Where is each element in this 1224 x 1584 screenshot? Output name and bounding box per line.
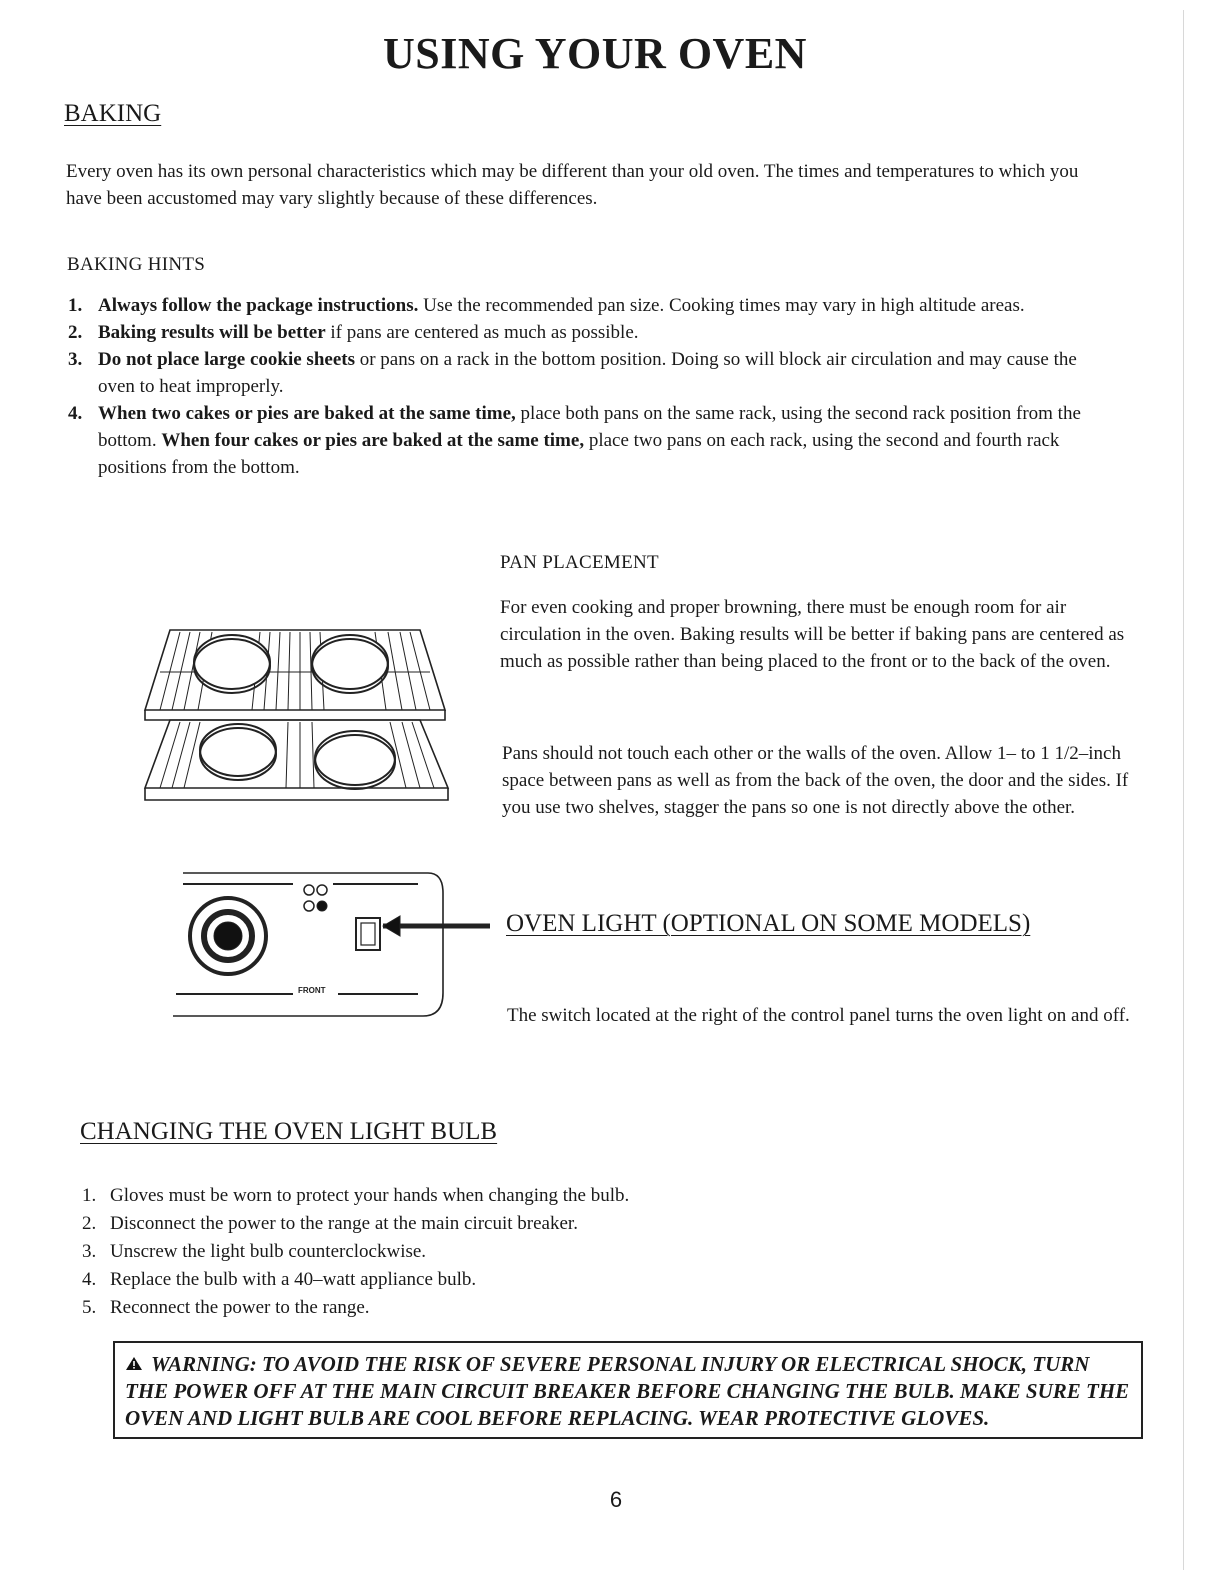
baking-hints-heading: BAKING HINTS [67, 254, 206, 275]
list-item [82, 1294, 982, 1322]
item-bold-text: When two cakes or pies are baked at the same time, [98, 403, 516, 424]
pan-placement-heading: PAN PLACEMENT [500, 552, 659, 573]
list-item [82, 1182, 982, 1210]
item-number: 2. [68, 322, 83, 343]
baking-hints-list [68, 292, 1108, 481]
item-text: or pans on a rack in the bottom position. Doing so will block air circulation and may cause the oven to heat improperly. [98, 349, 1077, 397]
control-panel-illustration [168, 868, 498, 1028]
item-number: 3. [68, 349, 83, 370]
oven-racks-pans-illustration [140, 620, 460, 810]
step-number: 3. [82, 1241, 97, 1262]
step-text: Disconnect the power to the range at the main circuit breaker. [110, 1213, 578, 1234]
list-item [68, 346, 1108, 400]
bulb-heading: CHANGING THE OVEN LIGHT BULB [80, 1118, 498, 1145]
item-text: if pans are centered as much as possible. [325, 322, 639, 343]
item-text-2: place two pans on each rack, using the second and fourth rack positions from the bottom. [98, 430, 1060, 478]
item-text: place both pans on the same rack, using the second rack position from the bottom. [98, 403, 1081, 451]
item-bold-text: Always follow the package instructions. [98, 295, 419, 316]
step-number: 5. [82, 1297, 97, 1318]
item-number: 4. [68, 403, 83, 424]
step-text: Replace the bulb with a 40–watt appliance bulb. [110, 1269, 477, 1290]
step-text: Unscrew the light bulb counterclockwise. [110, 1241, 427, 1262]
item-bold-text: Do not place large cookie sheets [98, 349, 355, 370]
list-item [68, 400, 1108, 481]
pan-placement-para-2: Pans should not touch each other or the walls of the oven. Allow 1– to 1 1/2–inch space between pans as well as from the back of the oven, the door and the sides. If you use two shelves, stagger the pans so one is not directly above the other. [502, 743, 1129, 818]
baking-heading: BAKING [64, 100, 162, 127]
page-number: 6 [609, 1487, 623, 1512]
step-number: 2. [82, 1213, 97, 1234]
step-text: Reconnect the power to the range. [110, 1297, 370, 1318]
step-number: 4. [82, 1269, 97, 1290]
page-title: USING YOUR OVEN [383, 29, 807, 78]
bulb-steps-list [82, 1182, 982, 1322]
oven-light-text: The switch located at the right of the control panel turns the oven light on and off. [507, 1005, 1130, 1026]
baking-intro: Every oven has its own personal characteristics which may be different than your old oven. The times and temperatures to which you have been accustomed may vary slightly because of these differences. [66, 161, 1079, 209]
step-text: Gloves must be worn to protect your hands when changing the bulb. [110, 1185, 630, 1206]
step-number: 1. [82, 1185, 97, 1206]
panel-front-label: FRONT [298, 986, 326, 995]
oven-light-heading: OVEN LIGHT (OPTIONAL ON SOME MODELS) [506, 910, 1031, 937]
list-item [82, 1238, 982, 1266]
pan-placement-para-1: For even cooking and proper browning, there must be enough room for air circulation in the oven. Baking results will be better if baking pans are centered as much as possible rather than being placed to the front or to the back of the oven. [500, 597, 1125, 672]
list-item [68, 292, 1108, 319]
page-edge-line [1183, 10, 1184, 1570]
item-text: Use the recommended pan size. Cooking times may vary in high altitude areas. [418, 295, 1025, 316]
warning-triangle-icon [125, 1351, 143, 1378]
list-item [82, 1210, 982, 1238]
list-item [68, 319, 1108, 346]
warning-box [113, 1341, 1143, 1439]
item-number: 1. [68, 295, 83, 316]
item-bold-text: Baking results will be better [98, 322, 326, 343]
item-bold-text-2: When four cakes or pies are baked at the same time, [161, 430, 585, 451]
list-item [82, 1266, 982, 1294]
warning-text: WARNING: TO AVOID THE RISK OF SEVERE PERSONAL INJURY OR ELECTRICAL SHOCK, TURN THE POWER OFF AT THE MAIN CIRCUIT BREAKER BEFORE CHANGING THE BULB. MAKE SURE THE OVEN AND LIGHT BULB ARE COOL BEFORE REPLACING. WEAR PROTECTIVE GLOVES. [125, 1352, 1130, 1430]
